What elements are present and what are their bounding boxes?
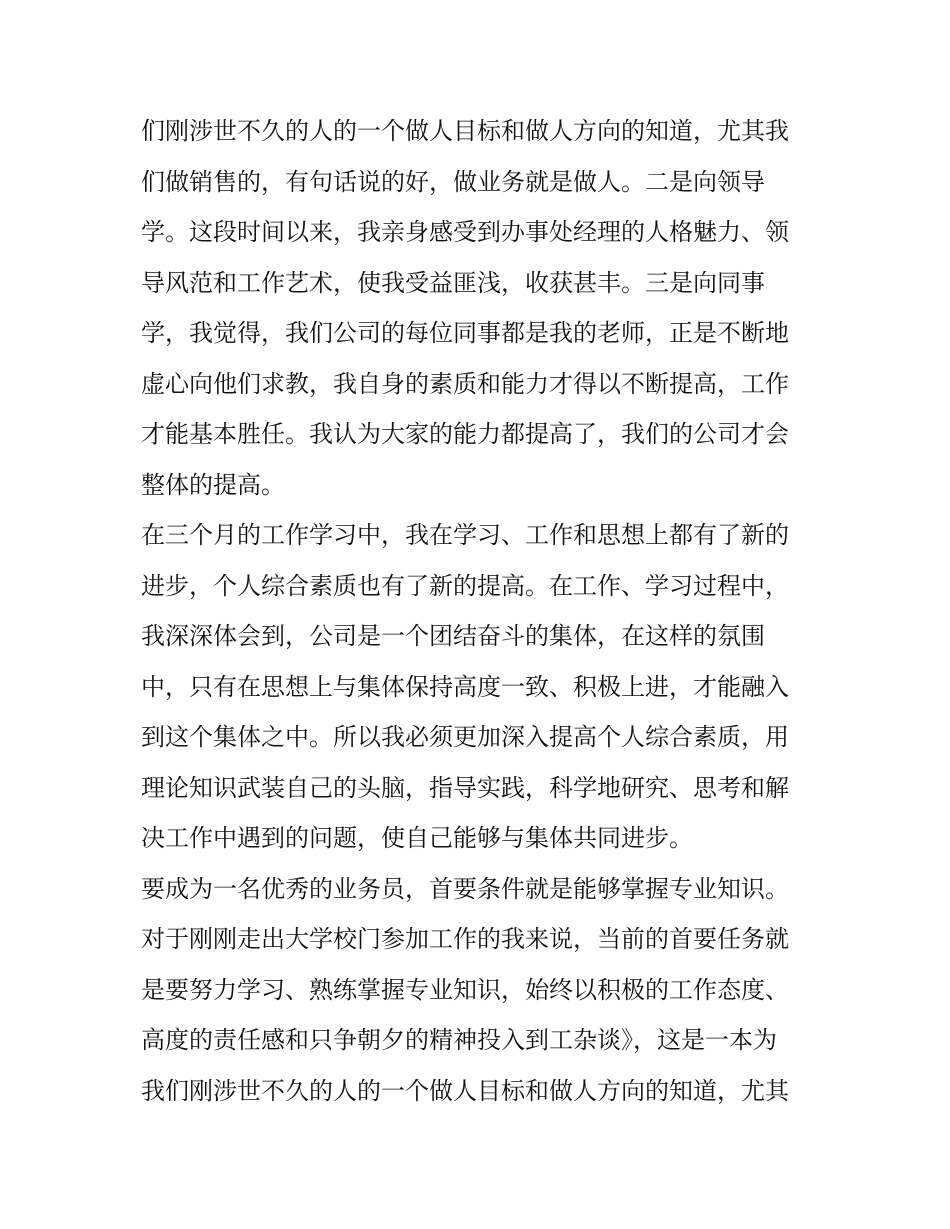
text-line: 整体的提高。 bbox=[141, 470, 285, 499]
text-line: 学。这段时间以来，我亲身感受到办事处经理的人格魅力、领 bbox=[141, 218, 789, 246]
text-line: 对于刚刚走出大学校门参加工作的我来说，当前的首要任务就 bbox=[141, 925, 789, 953]
text-line: 进步，个人综合素质也有了新的提高。在工作、学习过程中， bbox=[141, 571, 789, 600]
text-line: 学，我觉得，我们公司的每位同事都是我的老师，正是不断地 bbox=[141, 319, 789, 347]
text-line: 们做销售的，有句话说的好，做业务就是做人。二是向领导 bbox=[141, 167, 765, 196]
text-line: 在三个月的工作学习中，我在学习、工作和思想上都有了新的 bbox=[141, 521, 789, 549]
text-line: 才能基本胜任。我认为大家的能力都提高了，我们的公司才会 bbox=[141, 420, 789, 448]
text-line: 决工作中遇到的问题，使自己能够与集体共同进步。 bbox=[141, 824, 693, 852]
text-line: 高度的责任感和只争朝夕的精神投入到工杂谈》，这是一本为 bbox=[141, 1026, 777, 1054]
text-line: 到这个集体之中。所以我必须更加深入提高个人综合素质，用 bbox=[141, 723, 789, 751]
text-line: 虚心向他们求教，我自身的素质和能力才得以不断提高，工作 bbox=[141, 369, 789, 398]
text-line: 是要努力学习、熟练掌握专业知识，始终以积极的工作态度、 bbox=[141, 975, 789, 1004]
text-line: 我们刚涉世不久的人的一个做人目标和做人方向的知道，尤其 bbox=[141, 1076, 789, 1105]
text-line: 理论知识武装自己的头脑，指导实践，科学地研究、思考和解 bbox=[141, 773, 789, 802]
text-line: 我深深体会到，公司是一个团结奋斗的集体，在这样的氛围 bbox=[141, 622, 765, 650]
text-line: 要成为一名优秀的业务员，首要条件就是能够掌握专业知识。 bbox=[141, 874, 789, 903]
text-line: 们刚涉世不久的人的一个做人目标和做人方向的知道，尤其我 bbox=[141, 117, 789, 145]
body-text bbox=[141, 106, 821, 1116]
text-line: 中，只有在思想上与集体保持高度一致、积极上进，才能融入 bbox=[141, 672, 789, 701]
text-line: 导风范和工作艺术，使我受益匪浅，收获甚丰。三是向同事 bbox=[141, 268, 765, 297]
